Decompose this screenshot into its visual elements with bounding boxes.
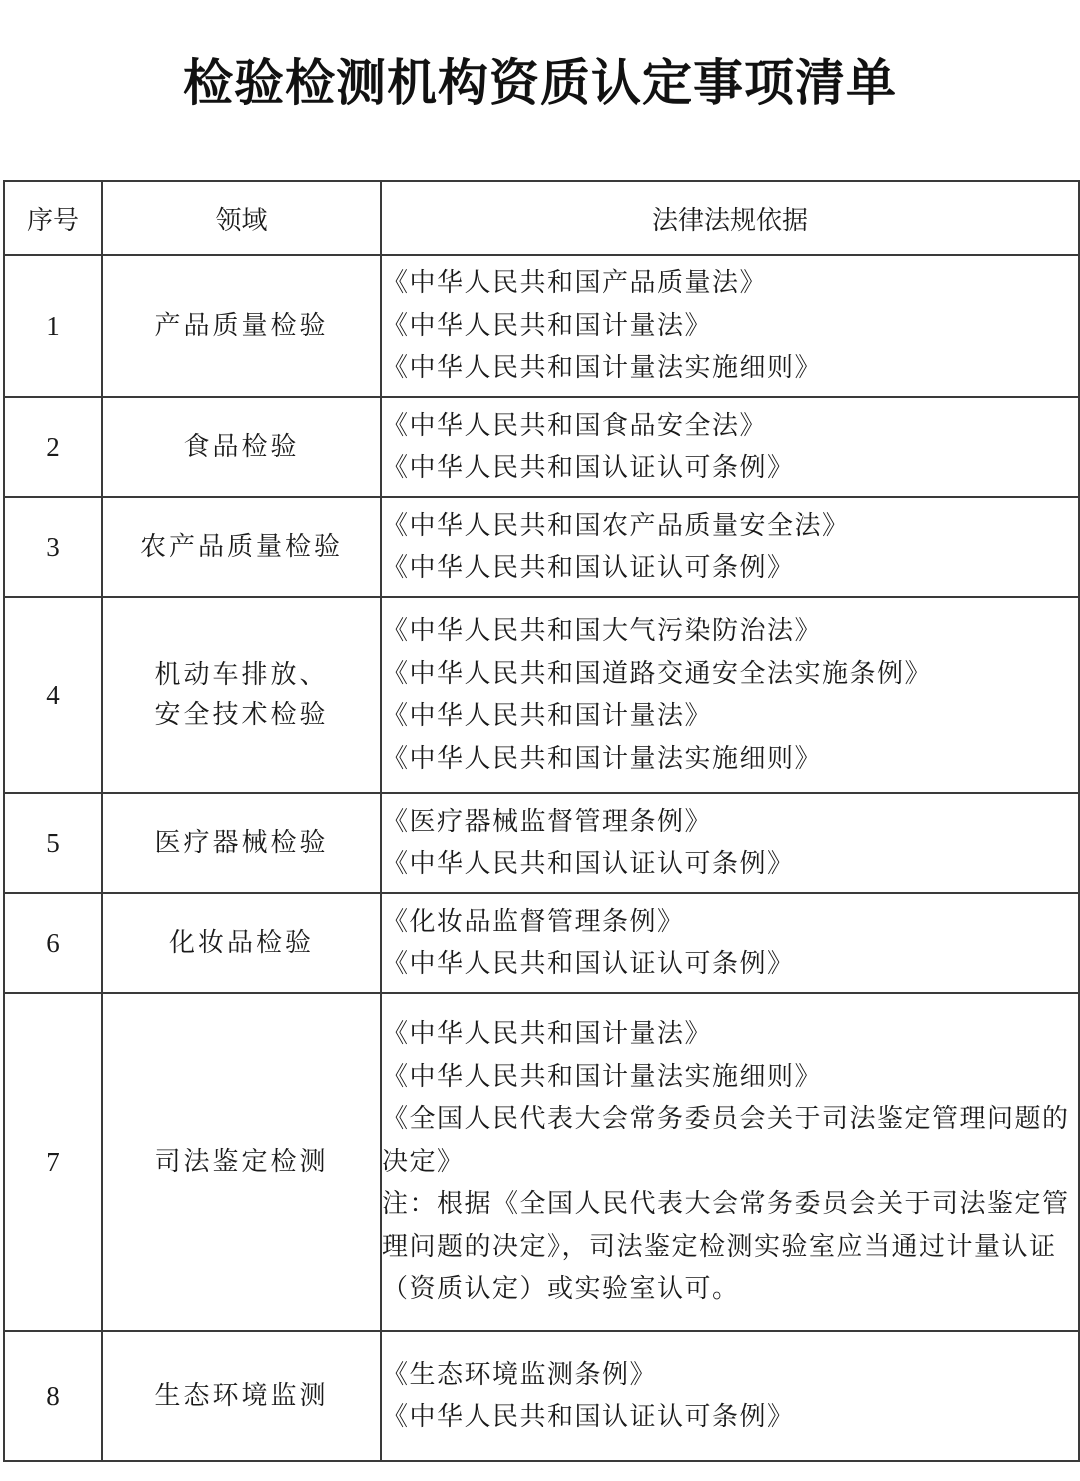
table-row [4, 497, 1079, 597]
row-serial-number: 2 [4, 397, 102, 497]
row-field [102, 793, 381, 893]
field-text: 农产品质量检验 [139, 532, 343, 562]
basis-item: 《中华人民共和国大气污染防治法》 [382, 616, 823, 646]
row-field [102, 597, 381, 793]
row-legal-basis [381, 497, 1079, 597]
basis-item: 《中华人民共和国道路交通安全法实施条例》 [382, 658, 933, 689]
basis-item: 《全国人民代表大会常务委员会关于司法鉴定管理问题的决定》 [382, 1104, 1070, 1177]
basis-note: 注：根据《全国人民代表大会常务委员会关于司法鉴定管理问题的决定》，司法鉴定检测实验室应当通过计量认证（资质认定）或实验室认可。 [382, 1189, 1070, 1305]
basis-item: 《化妆品监督管理条例》 [382, 906, 685, 937]
row-field [102, 1331, 381, 1461]
row-field [102, 993, 381, 1331]
row-field [102, 893, 381, 993]
field-text: 机动车排放、 [154, 660, 329, 690]
row-serial-number: 4 [4, 597, 102, 793]
table-row [4, 255, 1079, 397]
row-serial-number: 1 [4, 255, 102, 397]
basis-item: 《中华人民共和国认证认可条例》 [382, 1402, 795, 1432]
basis-item: 《中华人民共和国计量法》 [382, 701, 713, 731]
row-serial-number: 6 [4, 893, 102, 993]
basis-item: 《中华人民共和国认证认可条例》 [382, 453, 795, 483]
basis-item: 《中华人民共和国产品质量法》 [382, 268, 768, 299]
basis-item: 《生态环境监测条例》 [382, 1359, 658, 1390]
row-legal-basis [381, 1331, 1079, 1461]
field-text: 司法鉴定检测 [154, 1147, 329, 1177]
basis-item: 《中华人民共和国计量法实施细则》 [382, 1061, 823, 1092]
basis-item: 《中华人民共和国认证认可条例》 [382, 849, 795, 879]
row-field [102, 497, 381, 597]
basis-item: 《中华人民共和国计量法实施细则》 [382, 743, 823, 774]
row-legal-basis [381, 893, 1079, 993]
row-legal-basis [381, 255, 1079, 397]
header-field: 领域 [102, 181, 381, 255]
field-text: 安全技术检验 [154, 700, 329, 730]
table-row [4, 397, 1079, 497]
field-text: 医疗器械检验 [154, 828, 329, 858]
basis-item: 《中华人民共和国计量法》 [382, 310, 713, 341]
header-legal-basis: 法律法规依据 [381, 181, 1079, 255]
row-serial-number: 3 [4, 497, 102, 597]
row-legal-basis [381, 397, 1079, 497]
table-row [4, 993, 1079, 1331]
field-text: 产品质量检验 [154, 311, 329, 341]
basis-item: 《中华人民共和国认证认可条例》 [382, 553, 795, 583]
table-row [4, 793, 1079, 893]
basis-item: 《中华人民共和国计量法实施细则》 [382, 353, 823, 384]
matters-table [3, 180, 1080, 1462]
table-row [4, 597, 1079, 793]
table-row [4, 893, 1079, 993]
basis-item: 《中华人民共和国食品安全法》 [382, 410, 768, 441]
table-row [4, 1331, 1079, 1461]
field-text: 生态环境监测 [154, 1381, 329, 1411]
row-legal-basis [381, 793, 1079, 893]
table-header-row [4, 181, 1079, 255]
header-serial-number: 序号 [4, 181, 102, 255]
field-text: 化妆品检验 [168, 928, 314, 958]
basis-item: 《中华人民共和国农产品质量安全法》 [382, 510, 850, 541]
row-serial-number: 8 [4, 1331, 102, 1461]
row-legal-basis [381, 993, 1079, 1331]
row-field [102, 397, 381, 497]
basis-item: 《中华人民共和国认证认可条例》 [382, 949, 795, 979]
field-text: 食品检验 [183, 432, 300, 462]
row-field [102, 255, 381, 397]
page-title: 检验检测机构资质认定事项清单 [183, 54, 897, 112]
row-legal-basis [381, 597, 1079, 793]
basis-item: 《医疗器械监督管理条例》 [382, 806, 713, 837]
row-serial-number: 7 [4, 993, 102, 1331]
row-serial-number: 5 [4, 793, 102, 893]
basis-item: 《中华人民共和国计量法》 [382, 1019, 713, 1050]
